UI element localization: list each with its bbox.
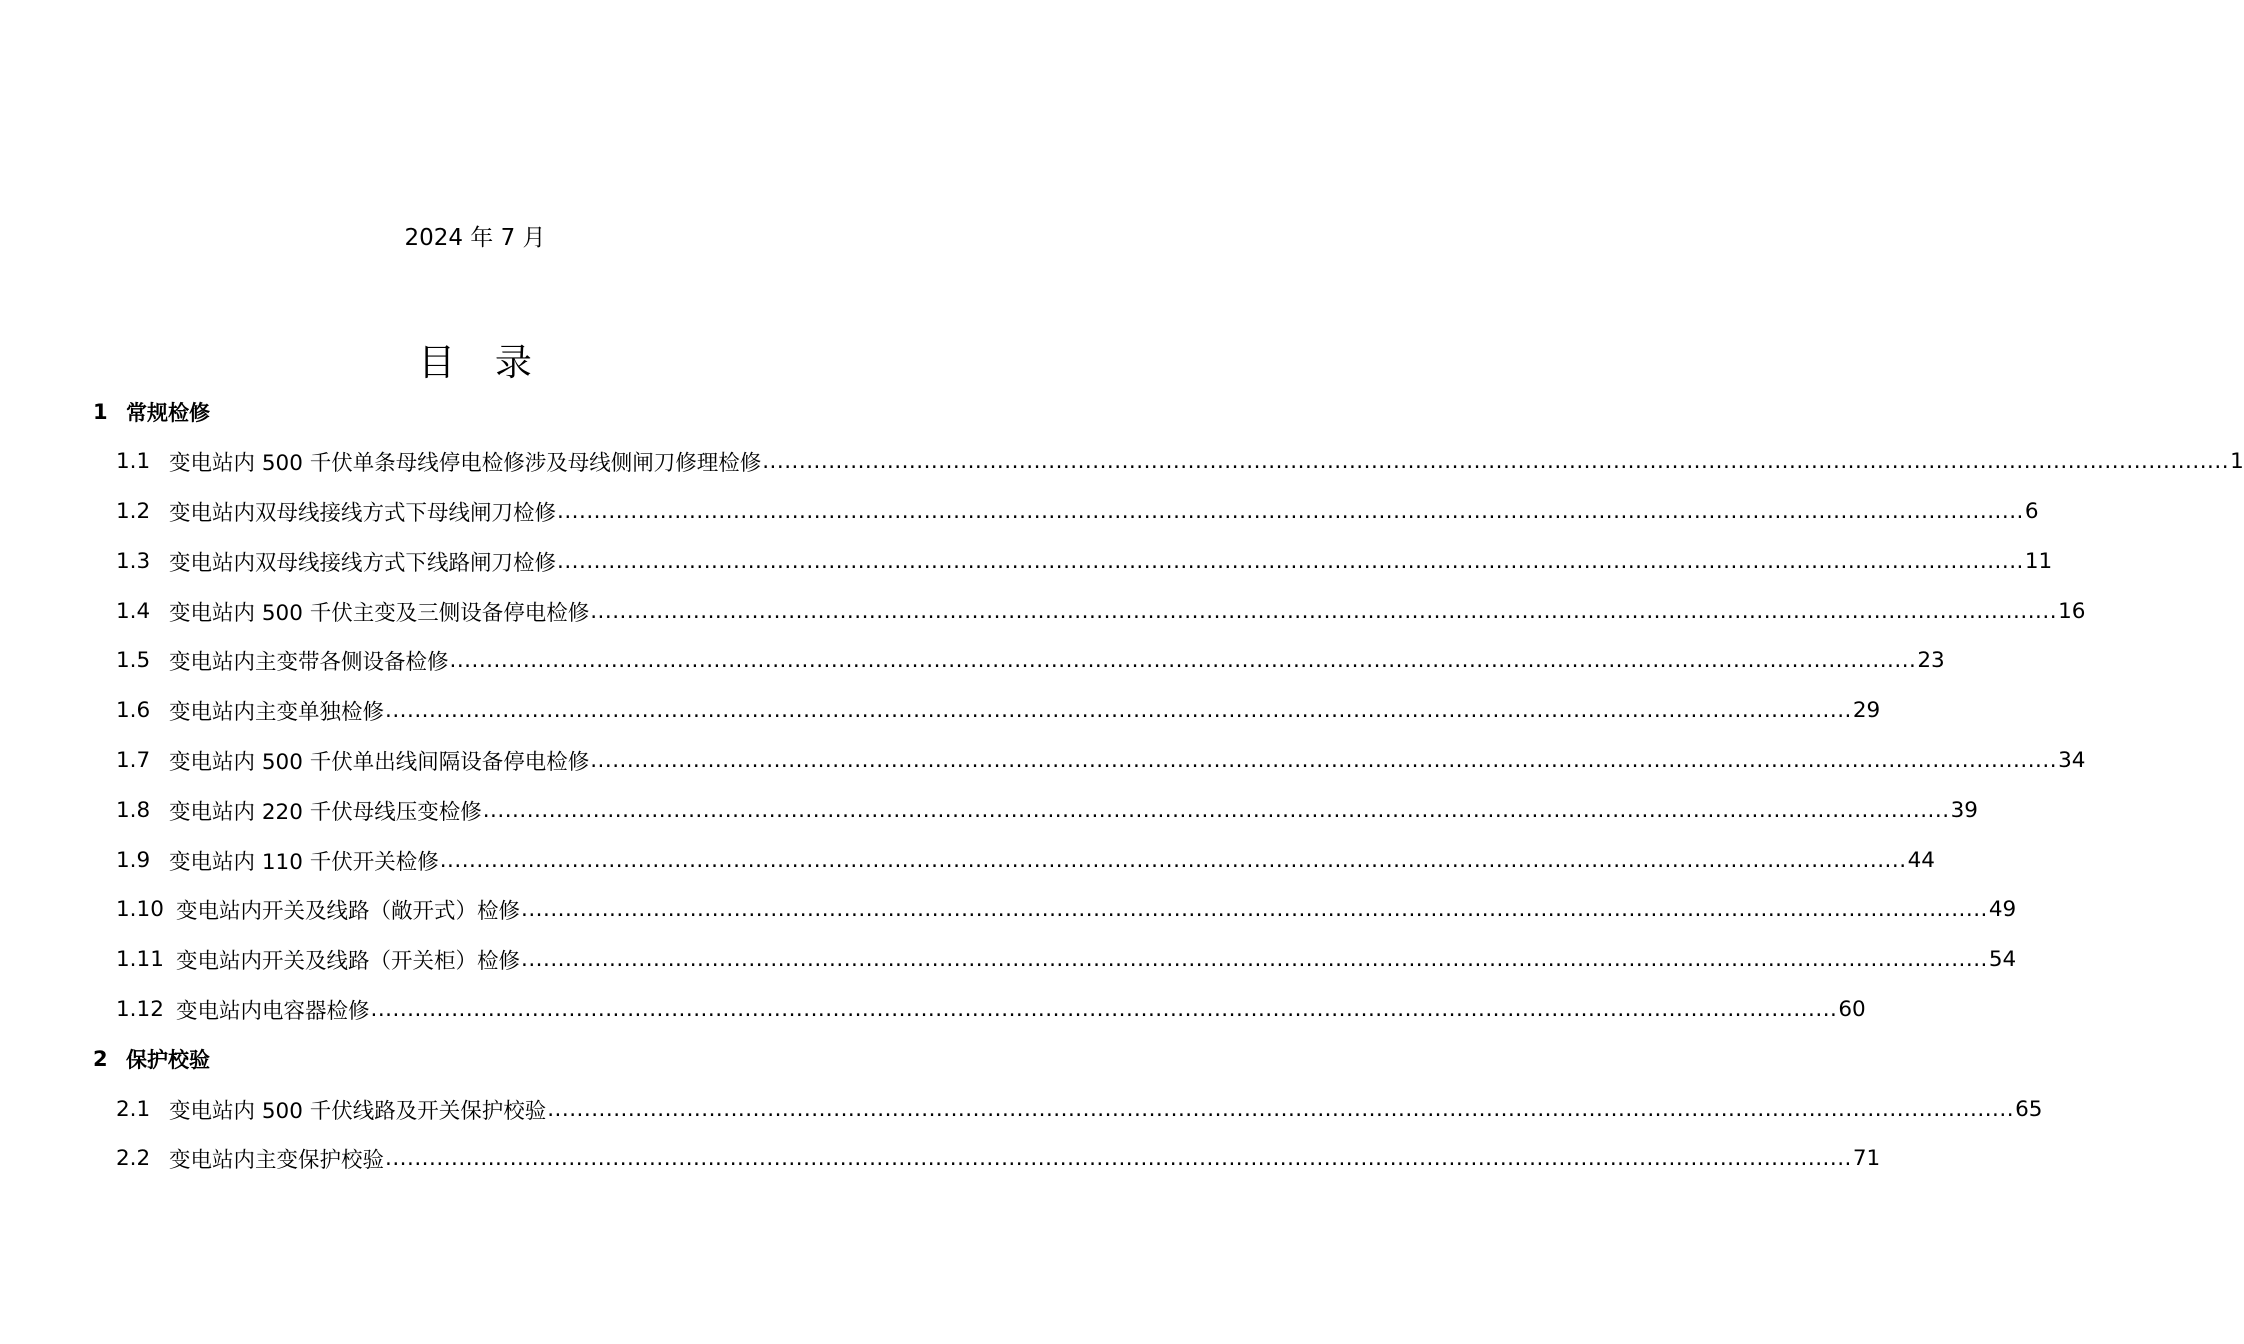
dot-leader: ........................................................................................................................................................................................................	[547, 1096, 2015, 1122]
toc-entry[interactable]	[116, 487, 2039, 537]
toc-entry-number: 1.12	[116, 996, 164, 1022]
toc-entry-page-number: 54	[1988, 947, 2017, 973]
toc-entry[interactable]	[116, 1134, 1881, 1184]
toc-entry[interactable]	[116, 785, 1978, 835]
toc-entry[interactable]	[116, 935, 2017, 985]
toc-entry-title: 变电站内双母线接线方式下母线闸刀检修	[169, 500, 557, 526]
toc-entry[interactable]	[116, 437, 2244, 487]
toc-entry-number: 1.5	[116, 648, 151, 674]
toc-entry[interactable]	[116, 636, 1945, 686]
toc-entry-title: 变电站内 500 千伏单出线间隔设备停电检修	[169, 749, 590, 775]
toc-section-heading[interactable]	[0, 387, 950, 437]
toc-section-heading[interactable]	[0, 1034, 950, 1084]
toc-entry-number: 1.2	[116, 498, 151, 524]
dot-leader: ........................................................................................................................................................................................................	[385, 1146, 1852, 1172]
toc-entry-title: 变电站内 110 千伏开关检修	[169, 849, 439, 875]
toc-entry-page-number: 16	[2058, 598, 2086, 624]
dot-leader: ........................................................................................................................................................................................................	[762, 449, 2230, 475]
toc-entry-number: 1.10	[116, 897, 164, 923]
toc-entry-page-number: 65	[2015, 1096, 2043, 1122]
toc-entry-number: 1.1	[116, 449, 151, 475]
toc-entry[interactable]	[116, 536, 2053, 586]
section-number: 1	[93, 399, 108, 424]
toc-entry-page-number: 39	[1950, 797, 1978, 823]
toc-entry-number: 1.9	[116, 847, 151, 873]
toc-entry-number: 1.11	[116, 947, 164, 973]
toc-entry[interactable]	[116, 1084, 2043, 1134]
toc-entry[interactable]	[116, 586, 2086, 636]
toc-entry-title: 变电站内开关及线路（敞开式）检修	[176, 899, 521, 925]
dot-leader: ........................................................................................................................................................................................................	[521, 897, 1988, 923]
dot-leader: ........................................................................................................................................................................................................	[590, 598, 2058, 624]
toc-entry-number: 1.6	[116, 698, 151, 724]
toc-entry-title: 变电站内主变带各侧设备检修	[169, 650, 449, 676]
dot-leader: ........................................................................................................................................................................................................	[370, 996, 1838, 1022]
toc-entry-title: 变电站内双母线接线方式下线路闸刀检修	[169, 550, 557, 576]
toc-entry-page-number: 71	[1852, 1146, 1881, 1172]
section-title: 常规检修	[126, 400, 210, 425]
toc-entry-number: 1.4	[116, 598, 151, 624]
toc-entry-number: 1.3	[116, 548, 151, 574]
dot-leader: ........................................................................................................................................................................................................	[590, 747, 2058, 773]
document-date: 2024 年 7 月	[404, 225, 546, 251]
dot-leader: ........................................................................................................................................................................................................	[449, 648, 1917, 674]
table-of-contents	[0, 387, 2244, 1184]
toc-entry-title: 变电站内 500 千伏线路及开关保护校验	[169, 1098, 547, 1124]
toc-entry-page-number: 11	[2024, 548, 2053, 574]
dot-leader: ........................................................................................................................................................................................................	[521, 947, 1988, 973]
toc-entry[interactable]	[116, 835, 1935, 885]
toc-entry-title: 变电站内开关及线路（开关柜）检修	[176, 949, 521, 975]
toc-entry-number: 2.1	[116, 1096, 151, 1122]
toc-entry[interactable]	[116, 736, 2086, 786]
toc-entry-title: 变电站内 220 千伏母线压变检修	[169, 799, 482, 825]
toc-entry-page-number: 34	[2058, 747, 2086, 773]
toc-entry-title: 变电站内 500 千伏单条母线停电检修涉及母线侧闸刀修理检修	[169, 451, 762, 477]
dot-leader: ........................................................................................................................................................................................................	[385, 698, 1852, 724]
toc-entry-title: 变电站内电容器检修	[176, 998, 370, 1024]
toc-entry-title: 变电站内主变保护校验	[169, 1148, 385, 1174]
dot-leader: ........................................................................................................................................................................................................	[557, 548, 2024, 574]
toc-title: 目 录	[418, 341, 546, 384]
toc-entry-number: 1.7	[116, 747, 151, 773]
section-title: 保护校验	[126, 1048, 210, 1073]
toc-entry-title: 变电站内主变单独检修	[169, 700, 385, 726]
section-number: 2	[93, 1047, 108, 1072]
toc-entry-page-number: 1	[2230, 449, 2244, 475]
dot-leader: ........................................................................................................................................................................................................	[482, 797, 1950, 823]
dot-leader: ........................................................................................................................................................................................................	[557, 498, 2024, 524]
toc-entry-number: 2.2	[116, 1146, 151, 1172]
toc-entry-title: 变电站内 500 千伏主变及三侧设备停电检修	[169, 600, 590, 626]
toc-entry-page-number: 49	[1988, 897, 2017, 923]
toc-entry[interactable]	[116, 985, 1866, 1035]
toc-entry[interactable]	[116, 885, 2017, 935]
dot-leader: ........................................................................................................................................................................................................	[439, 847, 1907, 873]
toc-entry-page-number: 23	[1917, 648, 1945, 674]
toc-entry-page-number: 60	[1838, 996, 1866, 1022]
toc-entry-page-number: 44	[1907, 847, 1935, 873]
toc-entry-page-number: 6	[2024, 498, 2039, 524]
toc-entry-number: 1.8	[116, 797, 151, 823]
toc-entry[interactable]	[116, 686, 1881, 736]
toc-entry-page-number: 29	[1852, 698, 1881, 724]
